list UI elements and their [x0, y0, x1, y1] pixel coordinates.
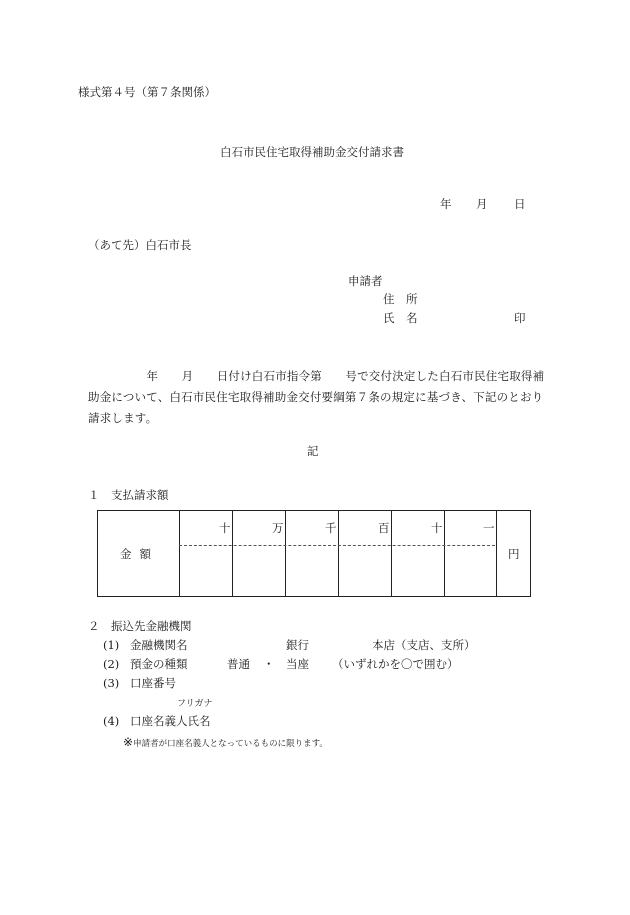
yen-label: 円: [508, 547, 520, 561]
table-divider: [338, 511, 339, 596]
amount-label: 金額: [120, 547, 159, 561]
date-month: 月: [476, 197, 488, 211]
item4-label: 口座名義人氏名: [130, 714, 211, 728]
bank-label: 銀行: [286, 638, 309, 652]
branch-label: 本店（支店、支所）: [372, 638, 476, 652]
unit-label: 十: [431, 521, 443, 535]
date-day: 日: [514, 197, 526, 211]
unit-label: 百: [378, 521, 390, 535]
item3-number: (3): [103, 676, 120, 690]
item4-number: (4): [103, 714, 120, 728]
form-number: 様式第４号（第７条関係）: [78, 85, 216, 99]
item2-label: 預金の種類: [130, 657, 188, 671]
ki-heading: 記: [307, 444, 319, 458]
unit-label: 十: [219, 521, 231, 535]
table-divider: [444, 511, 445, 596]
table-divider: [496, 511, 497, 596]
separator-dot: ・: [263, 657, 275, 671]
applicant-address-label: 住 所: [383, 292, 418, 306]
digit-dashed-line: [179, 545, 495, 546]
section1-title: １ 支払請求額: [88, 488, 169, 502]
item1-number: (1): [103, 638, 120, 652]
futsu-option: 普通: [227, 657, 250, 671]
date-line: [440, 197, 526, 211]
item3-label: 口座番号: [130, 676, 176, 690]
date-year: 年: [440, 197, 452, 211]
furigana-label: フリガナ: [177, 699, 213, 709]
addressee: （あて先）白石市長: [88, 238, 192, 252]
applicant-name-label: 氏 名: [383, 311, 418, 325]
table-divider: [391, 511, 392, 596]
item2-number: (2): [103, 657, 120, 671]
body-paragraph: 年 月 日付け白石市指令第 号で交付決定した白石市民住宅取得補助金について、白石市民住宅取得補助金交付要綱第７条の規定に基づき、下記のとおり請求します。: [88, 369, 545, 425]
unit-label: 万: [272, 521, 284, 535]
circle-hint: （いずれかを〇で囲む）: [332, 657, 459, 671]
applicant-label: 申請者: [348, 274, 383, 288]
note-text: 申請者が口座名義人となっているものに限ります。: [133, 739, 328, 749]
amount-table: [97, 510, 531, 597]
account-holder-note: [123, 735, 328, 751]
unit-label: 千: [325, 521, 337, 535]
table-divider: [179, 511, 180, 596]
table-divider: [285, 511, 286, 596]
item1-label: 金融機関名: [130, 638, 188, 652]
table-divider: [232, 511, 233, 596]
unit-label: 一: [483, 521, 495, 535]
note-mark: ※: [123, 735, 134, 749]
section2-title: ２ 振込先金融機関: [88, 619, 192, 633]
toza-option: 当座: [286, 657, 309, 671]
document-title: 白石市民住宅取得補助金交付請求書: [220, 145, 404, 159]
seal-mark: 印: [514, 311, 526, 325]
